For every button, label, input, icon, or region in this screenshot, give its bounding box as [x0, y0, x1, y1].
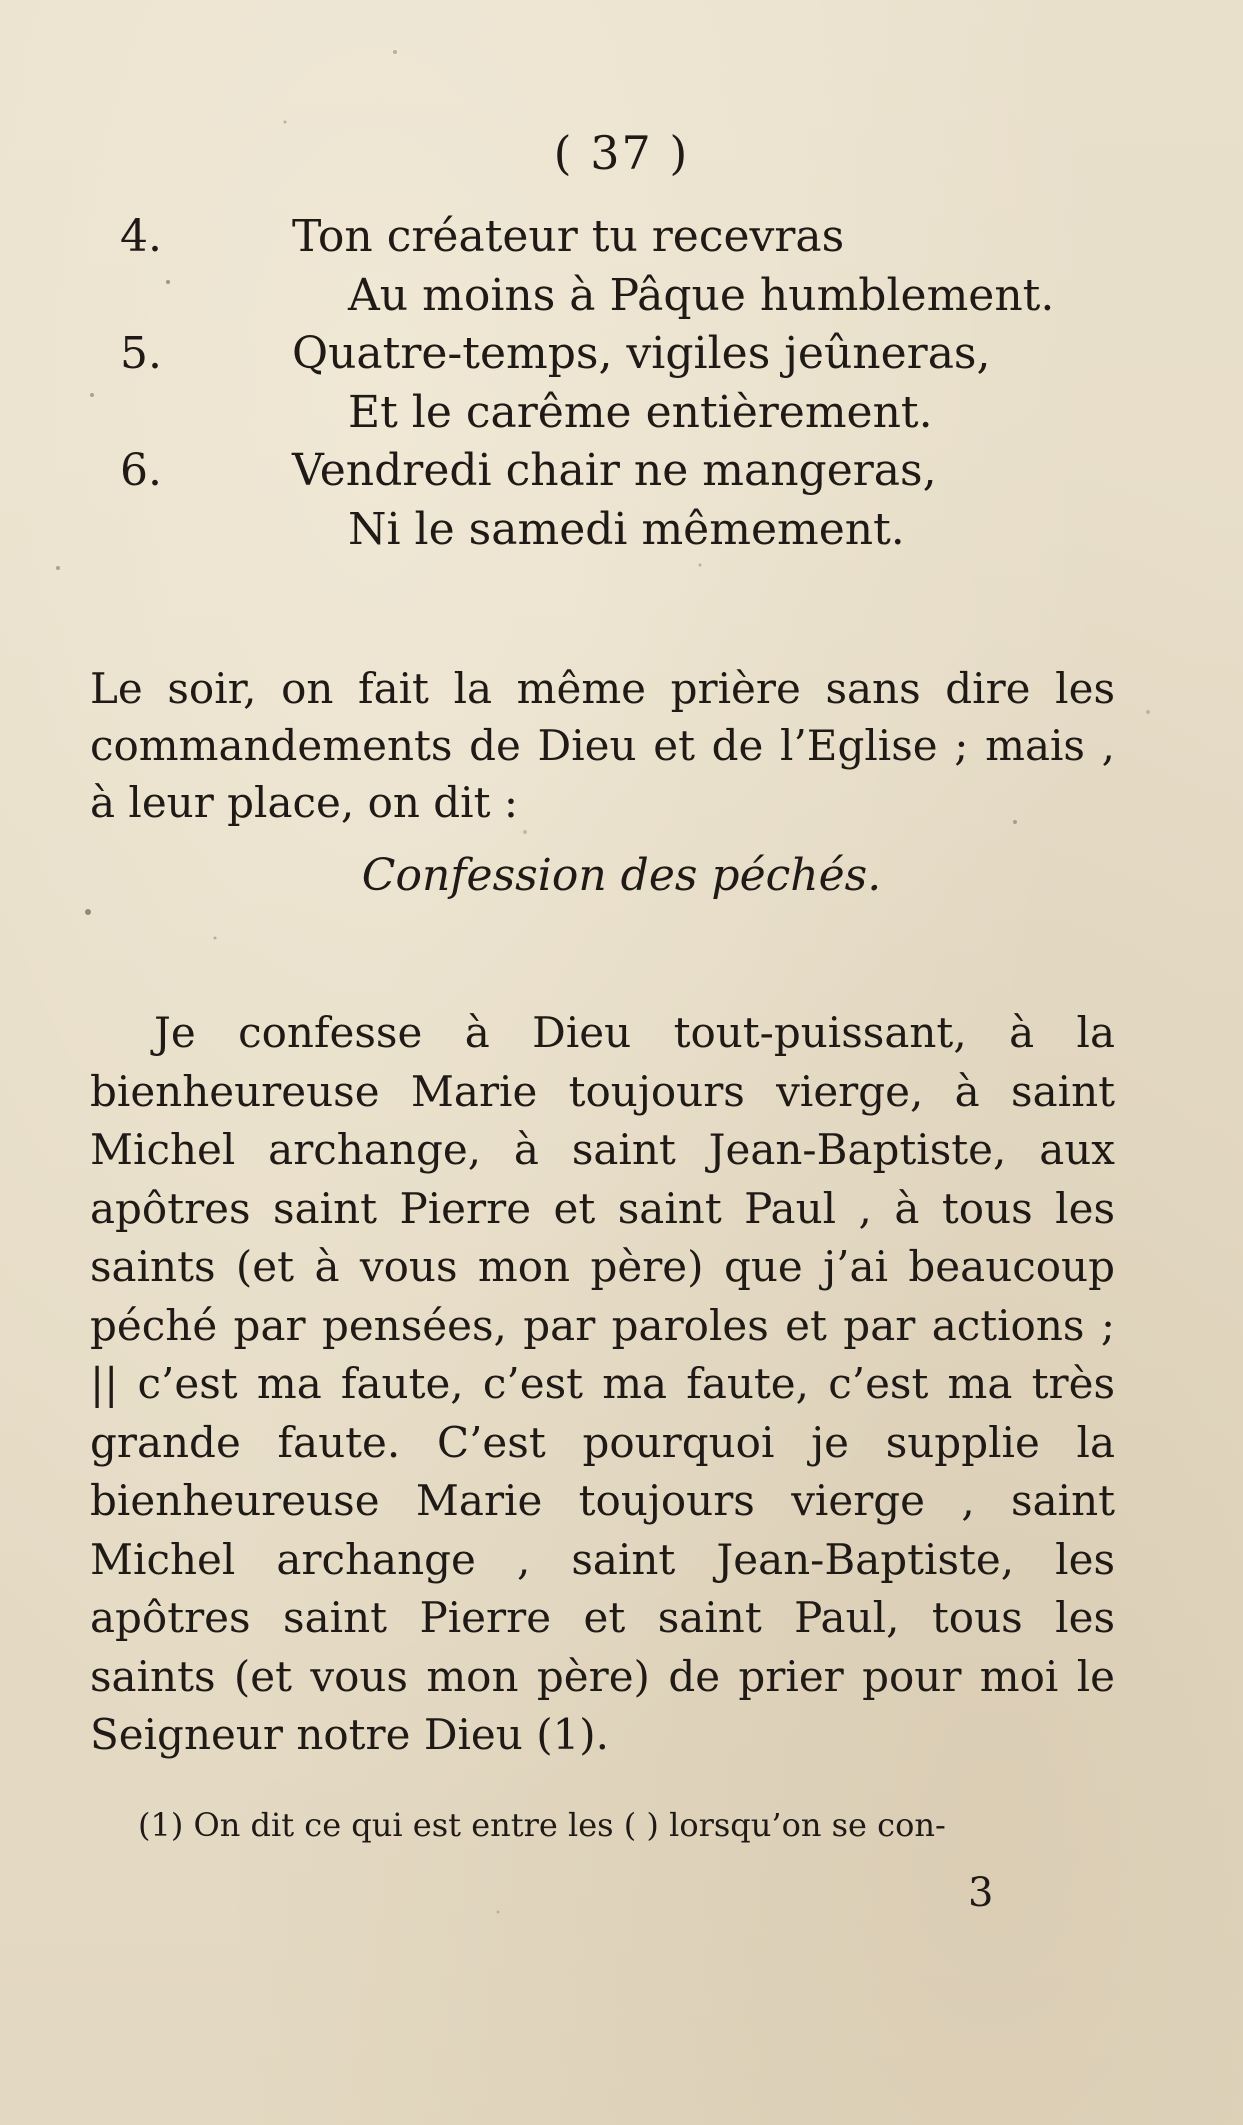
commandment-4-line-1: [120, 208, 1140, 267]
commandment-text: Ni le samedi mêmement.: [348, 503, 905, 555]
commandment-number: 6.: [120, 445, 162, 496]
commandment-text: Quatre-temps, vigiles jeûneras,: [292, 328, 991, 379]
commandment-5-line-1: [120, 325, 1140, 384]
page-number-header: ( 37 ): [553, 126, 690, 180]
commandment-6-line-1: [120, 442, 1140, 501]
commandment-5-line-2: [120, 384, 1140, 443]
footnote: (1) On dit ce qui est entre les ( ) lorsqu’on se con-: [138, 1806, 946, 1844]
commandment-number: 5.: [120, 328, 162, 379]
commandment-6-line-2: [120, 501, 1140, 560]
signature-mark: 3: [968, 1870, 994, 1916]
confession-paragraph: Je confesse à Dieu tout-puissant, à la bienheureuse Marie toujours vierge, à saint Michel archange, à saint Jean-Baptiste, aux apôtres saint Pierre et saint Paul , à tous les saints (et à vous mon père) que j’ai beaucoup péché par pensées, par paroles et par actions ; || c’est ma faute, c’est ma faute, c’est ma très grande faute. C’est pourquoi je supplie la bienheureuse Marie toujours vierge , saint Michel archange , saint Jean-Baptiste, les apôtres saint Pierre et saint Paul, tous les saints (et vous mon père) de prier pour moi le Seigneur notre Dieu (1).: [90, 1008, 1115, 1759]
section-title: Confession des péchés.: [361, 850, 882, 901]
evening-prayer-paragraph: Le soir, on fait la même prière sans dire les commandements de Dieu et de l’Eglise ; mais , à leur place, on dit :: [90, 664, 1115, 827]
commandment-text: Au moins à Pâque humblement.: [348, 269, 1055, 321]
commandments-list: [120, 208, 1140, 559]
commandment-4-line-2: [120, 267, 1140, 326]
commandment-text: Et le carême entièrement.: [348, 386, 933, 438]
commandment-text: Ton créateur tu recevras: [292, 211, 845, 262]
commandment-number: 4.: [120, 211, 162, 262]
commandment-text: Vendredi chair ne mangeras,: [292, 445, 937, 496]
